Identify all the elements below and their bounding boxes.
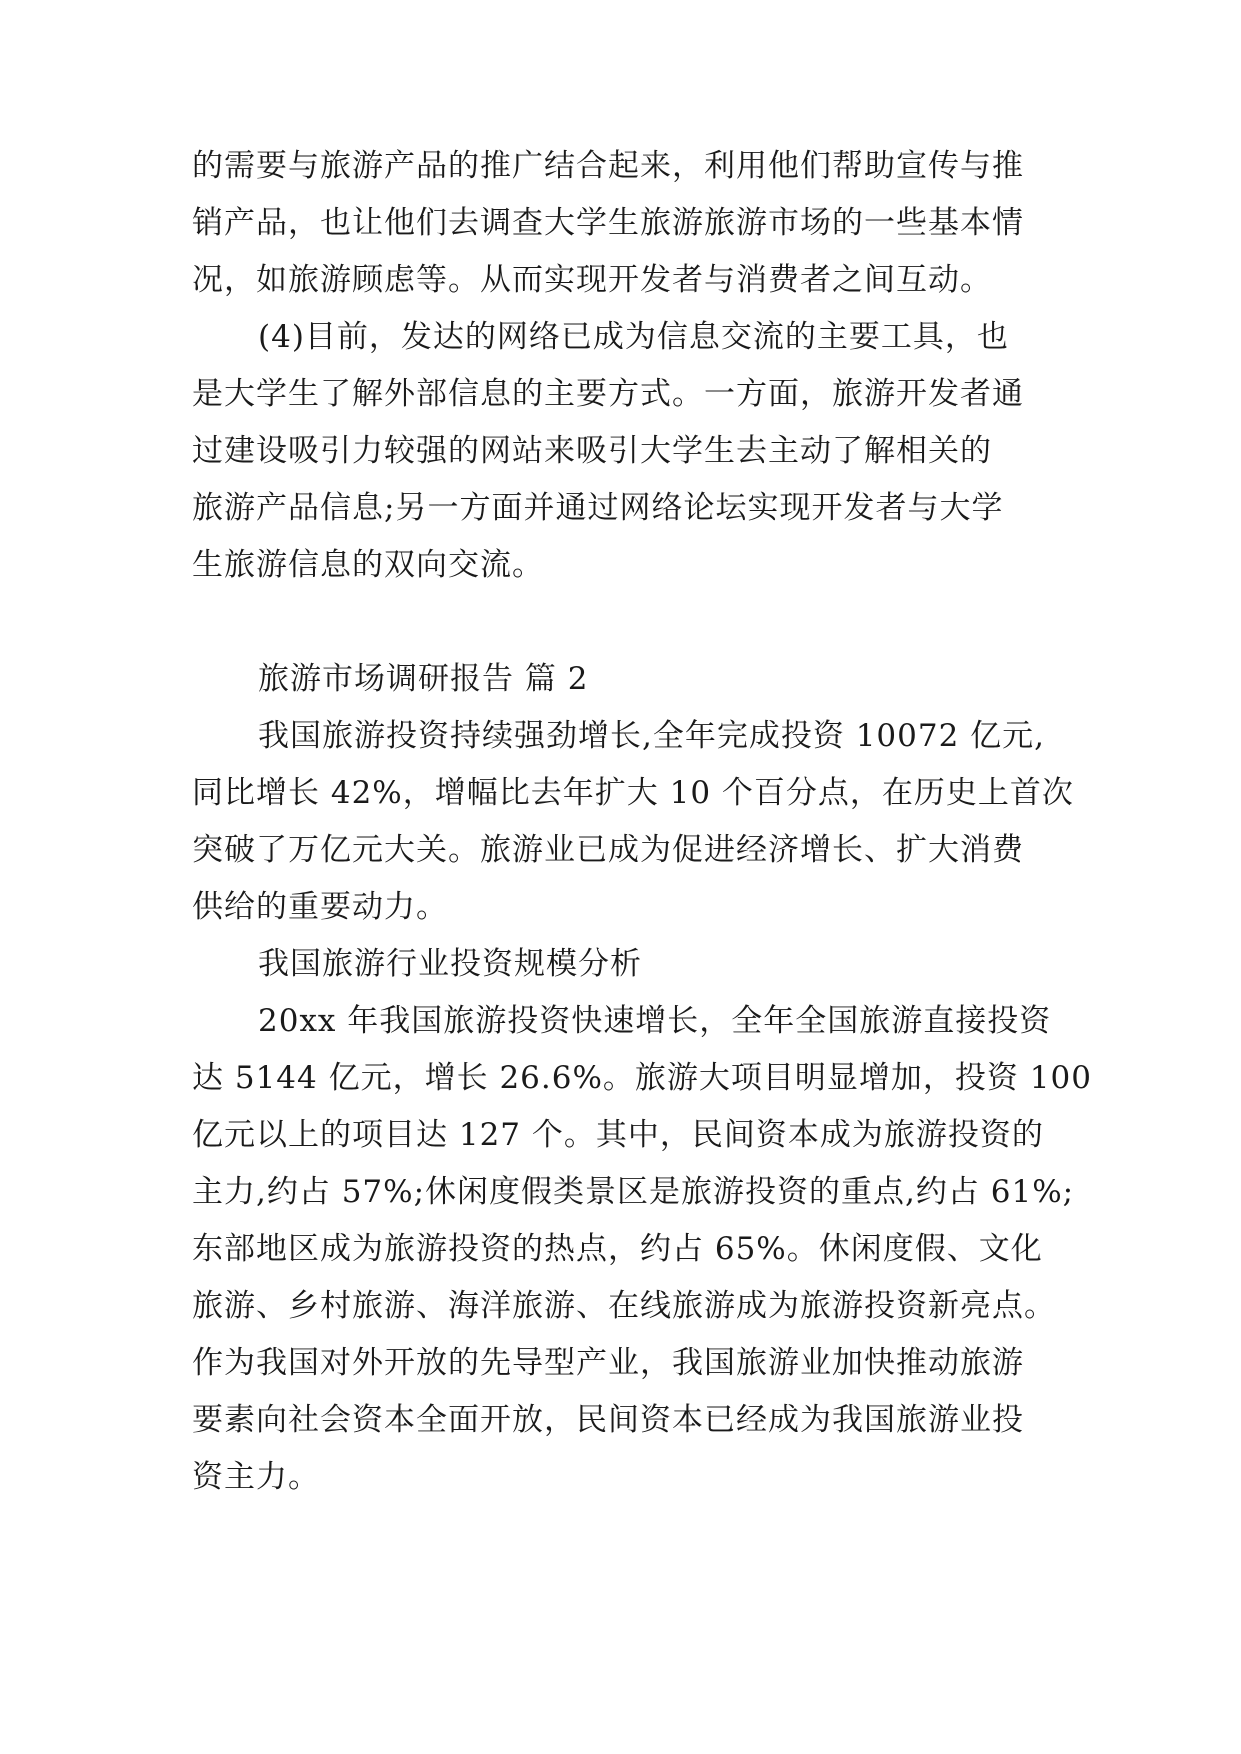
- section-heading: 旅游市场调研报告 篇 2: [258, 661, 589, 697]
- text-line: 20xx 年我国旅游投资快速增长，全年全国旅游直接投资: [258, 1003, 1052, 1039]
- text-line: 达 5144 亿元，增长 26.6%。旅游大项目明显增加，投资 100: [192, 1060, 1092, 1096]
- text-line: (4)目前，发达的网络已成为信息交流的主要工具，也: [258, 319, 1009, 355]
- subheading: 我国旅游行业投资规模分析: [258, 946, 642, 982]
- text-line: 主力,约占 57%;休闲度假类景区是旅游投资的重点,约占 61%;: [192, 1174, 1075, 1210]
- text-line: 生旅游信息的双向交流。: [192, 547, 544, 583]
- text-line: 供给的重要动力。: [192, 889, 448, 925]
- text-line: 况，如旅游顾虑等。从而实现开发者与消费者之间互动。: [192, 262, 992, 298]
- text-line: 东部地区成为旅游投资的热点，约占 65%。休闲度假、文化: [192, 1231, 1043, 1267]
- text-line: 过建设吸引力较强的网站来吸引大学生去主动了解相关的: [192, 433, 992, 469]
- text-line: 突破了万亿元大关。旅游业已成为促进经济增长、扩大消费: [192, 832, 1024, 868]
- text-line: 作为我国对外开放的先导型产业，我国旅游业加快推动旅游: [192, 1345, 1024, 1381]
- text-line: 旅游、乡村旅游、海洋旅游、在线旅游成为旅游投资新亮点。: [192, 1288, 1056, 1324]
- text-line: 资主力。: [192, 1459, 320, 1495]
- text-line: 同比增长 42%，增幅比去年扩大 10 个百分点，在历史上首次: [192, 775, 1074, 811]
- text-line: 亿元以上的项目达 127 个。其中，民间资本成为旅游投资的: [192, 1117, 1044, 1153]
- text-line: 销产品，也让他们去调查大学生旅游旅游市场的一些基本情: [192, 205, 1024, 241]
- text-line: 是大学生了解外部信息的主要方式。一方面，旅游开发者通: [192, 376, 1024, 412]
- text-line: 我国旅游投资持续强劲增长,全年完成投资 10072 亿元,: [258, 718, 1046, 754]
- text-line: 要素向社会资本全面开放，民间资本已经成为我国旅游业投: [192, 1402, 1024, 1438]
- text-line: 的需要与旅游产品的推广结合起来，利用他们帮助宣传与推: [192, 148, 1024, 184]
- text-line: 旅游产品信息;另一方面并通过网络论坛实现开发者与大学: [192, 490, 1004, 526]
